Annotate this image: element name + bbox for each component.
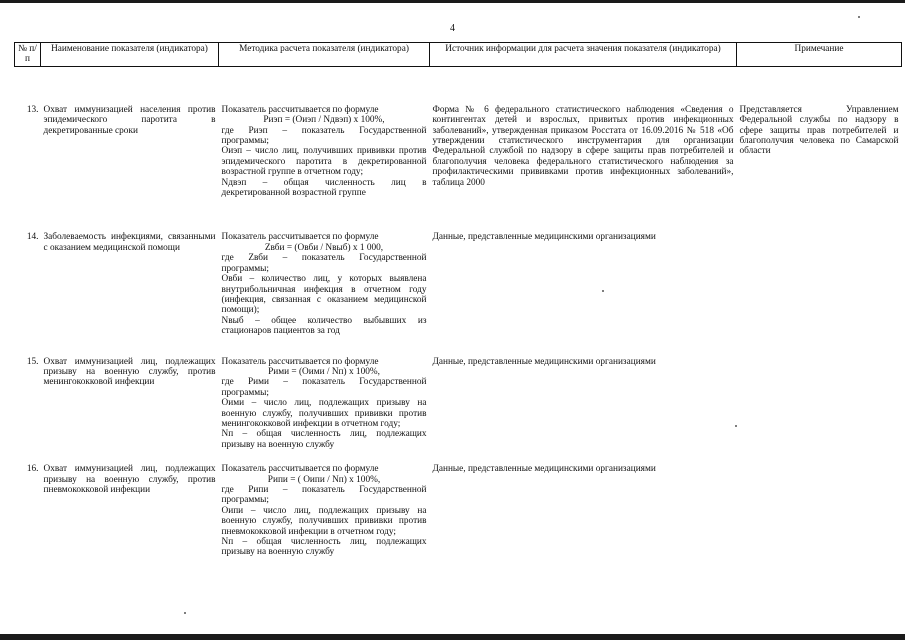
table-row xyxy=(15,337,902,451)
table-row xyxy=(15,450,902,558)
method-cell xyxy=(219,66,430,198)
note-text xyxy=(737,450,902,558)
method-line: Oими – число лиц, подлежащих призыву на военную службу, получивших прививки против менингококковой инфекции в отчетном году; xyxy=(221,398,427,429)
method-line: Oипи – число лиц, подлежащих призыву на военную службу, получивших прививки против пневмококковой инфекции в отчетном году; xyxy=(221,505,427,537)
method-intro: Показатель рассчитывается по формуле xyxy=(221,356,379,367)
method-line: Oиэп – число лиц, получивших прививки против эпидемического паротита в декретированной возрастной группе в отчетном году; xyxy=(221,146,427,178)
method-line: где Zвби – показатель Государственной программы; xyxy=(221,253,427,274)
table-row xyxy=(15,66,902,198)
method-line: Nп – общая численность лиц, подлежащих призыву на военную службу xyxy=(221,537,427,558)
row-number: 15. xyxy=(26,356,39,367)
source-text: Данные, представленные медицинскими организациями xyxy=(432,464,656,475)
indicator-name: Охват иммунизацией лиц, подлежащих призыву на военную службу, против менингококковой инфекции xyxy=(43,356,216,388)
row-number: 13. xyxy=(26,104,39,115)
method-line: Nдвэп – общая численность лиц в декретированной возрастной группе xyxy=(221,177,427,199)
source-text: Данные, представленные медицинскими организациями xyxy=(432,232,656,243)
method-line: где Pиэп – показатель Государственной программы; xyxy=(221,125,427,147)
indicator-name: Охват иммунизацией населения против эпидемического паротита в декретированные сроки xyxy=(43,104,216,136)
formula: Pими = (Oими / Nп) x 100%, xyxy=(268,366,380,377)
formula: Zвби = (Oвби / Nвыб) x 1 000, xyxy=(264,242,384,253)
indicator-table xyxy=(14,42,902,558)
scan-edge-top xyxy=(0,0,905,3)
source-text: Данные, представленные медицинскими организациями xyxy=(432,356,656,367)
note-text xyxy=(737,337,902,451)
header-num: № п/п xyxy=(15,43,41,67)
scan-speck xyxy=(858,16,860,18)
row-number: 16. xyxy=(26,464,39,475)
row-number: 14. xyxy=(26,232,39,243)
scan-edge-bottom xyxy=(0,634,905,640)
scan-speck xyxy=(735,425,737,427)
page-number: 4 xyxy=(450,23,455,34)
note-text: Представляется Управлением Федеральной службы по надзору в сфере защиты прав потребителей и благополучия человека по Самарской области xyxy=(739,104,899,157)
header-name: Наименование показателя (индикатора) xyxy=(41,43,219,67)
source-text: Форма № 6 федерального статистического наблюдения «Сведения о контингентах детей и взрослых, привитых против инфекционных заболеваний», утвержденная приказом Росстата от 16.09.2016 № 518 «Об утверждении статистического инструментария для организации Федеральной службой по надзору в сфере защиты прав потребителей и благополучия человека федерального статистического наблюдения за профилактическими прививками против инфекционных заболеваний», таблица 2000 xyxy=(432,104,734,188)
method-intro: Показатель рассчитывается по формуле xyxy=(221,232,379,243)
header-note: Примечание xyxy=(737,43,902,67)
method-intro: Показатель рассчитывается по формуле xyxy=(221,104,379,115)
method-cell xyxy=(219,450,430,558)
method-line: Oвби – количество лиц, у которых выявлена внутрибольничная инфекция в отчетном году (инфекция, связанная с оказанием медицинской помощи); xyxy=(221,274,427,316)
method-line: Nп – общая численность лиц, подлежащих призыву на военную службу xyxy=(221,429,427,450)
header-method: Методика расчета показателя (индикатора) xyxy=(219,43,430,67)
scan-speck xyxy=(184,612,186,614)
method-line: где Pими – показатель Государственной программы; xyxy=(221,377,427,398)
method-line: где Pипи – показатель Государственной программы; xyxy=(221,485,427,506)
table-row xyxy=(15,198,902,336)
indicator-name: Охват иммунизацией лиц, подлежащих призыву на военную службу, против пневмококковой инфекции xyxy=(43,464,216,495)
indicator-name: Заболеваемость инфекциями, связанными с оказанием медицинской помощи xyxy=(43,232,216,253)
method-cell xyxy=(219,337,430,451)
header-source: Источник информации для расчета значения показателя (индикатора) xyxy=(430,43,737,67)
scan-speck xyxy=(602,290,604,292)
formula: Pипи = ( Oипи / Nп) x 100%, xyxy=(267,474,381,485)
note-text xyxy=(737,198,902,336)
method-line: Nвыб – общее количество выбывших из стационаров пациентов за год xyxy=(221,315,427,337)
method-cell xyxy=(219,198,430,336)
method-intro: Показатель рассчитывается по формуле xyxy=(221,464,379,475)
formula: Pиэп = (Oиэп / Nдвэп) x 100%, xyxy=(263,115,385,126)
table-header-row xyxy=(15,43,902,67)
